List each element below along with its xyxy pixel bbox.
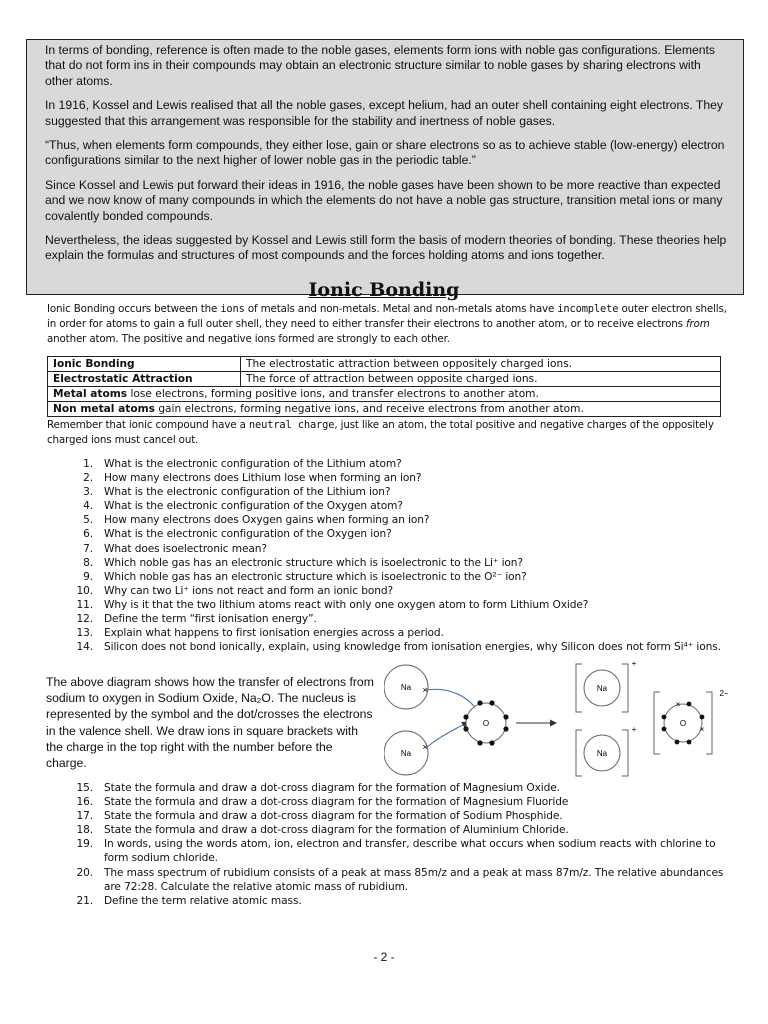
dot-electron [489,700,494,705]
dot-electron [477,700,482,705]
question-item [48,795,728,809]
bracket-left [654,692,660,754]
bracket-right [622,664,628,712]
question-number: 18. [76,824,93,837]
intro-paragraph: Since Kossel and Lewis put forward their ideas in 1916, the noble gases have been shown to be more reactive than expected and we now know of many compounds in which the elements do not have a noble gas structure, transition metal ions or many covalently bonded compounds. [45,177,723,223]
dot-electron [662,715,667,720]
question-text: Explain what happens to first ionisation energies across a period. [104,627,444,640]
nonmetal-atoms-text: gain electrons, forming negative ions, and receive electrons from another atom. [154,403,584,415]
question-item [48,837,728,865]
question-text: What is the electronic configuration of the Lithium ion? [104,486,391,499]
question-item [48,823,728,837]
question-item [48,598,728,612]
question-item [48,485,728,499]
question-text: What does isoelectronic mean? [104,542,267,555]
definition-row [48,357,721,372]
question-list-a [48,457,728,654]
dot-electron [700,715,705,720]
question-number: 3. [83,486,93,499]
question-number: 2. [83,472,93,485]
electron-transfer-arrow [426,689,478,712]
dot-electron [662,727,667,732]
section-intro [47,302,727,347]
question-text: State the formula and draw a dot-cross diagram for the formation of Aluminium Chloride. [104,824,569,837]
bracket-right [622,730,628,776]
question-number: 14. [76,641,93,654]
cross-electron: × [422,742,428,752]
question-number: 4. [83,500,93,513]
dot-electron [463,726,468,731]
question-item [48,612,728,626]
definition-row [48,372,721,387]
question-number: 10. [76,584,93,597]
intro-term-incomplete: incomplete [557,303,619,315]
definition-term: Ionic Bonding [48,357,241,372]
reminder-term: neutral charge [248,419,335,431]
dot-electron [687,740,692,745]
positive-charge: + [631,659,637,668]
question-text: State the formula and draw a dot-cross diagram for the formation of Sodium Phosphide. [104,810,563,823]
question-item [48,499,728,513]
cross-electron: × [422,685,428,695]
question-text: Why can two Li⁺ ions not react and form an ionic bond? [104,584,393,597]
question-text: What is the electronic configuration of the Oxygen ion? [104,528,392,541]
dot-electron [503,714,508,719]
intro-text: Ionic Bonding occurs between the [47,303,221,315]
question-number: 7. [83,542,93,555]
question-number: 17. [76,810,93,823]
question-number: 12. [76,613,93,626]
nonmetal-atoms-row [48,402,721,417]
question-text: Silicon does not bond ionically, explain, using knowledge from ionisation energies, why Silicon does not form Si⁴⁺ ions. [104,641,721,654]
sodium-oxide-diagram [384,656,736,780]
question-number: 19. [76,838,93,851]
intro-text: another atom. The positive and negative ions formed are strongly to each other. [47,333,450,345]
question-text: Why is it that the two lithium atoms react with only one oxygen atom to form Lithium Oxide? [104,598,589,611]
dot-electron [675,740,680,745]
cross-electron: × [699,725,705,734]
question-list-b [48,781,728,908]
intro-paragraph: Nevertheless, the ideas suggested by Kossel and Lewis still form the basis of modern theories of bonding. These theories help explain the formulas and structures of most compounds and the forces holding atoms and ions together. [45,233,727,263]
intro-paragraph: In 1916, Kossel and Lewis realised that all the noble gases, except helium, had an outer shell containing eight electrons. They suggested that this arrangement was responsible for the stability and inertness of noble gases. [45,98,723,128]
question-text: What is the electronic configuration of the Oxygen atom? [104,500,403,513]
question-number: 6. [83,528,93,541]
intro-paragraph: In terms of bonding, reference is often made to the noble gases, elements form ions with noble gas configurations. Elements that do not form ins in their compounds may obtain an electronic structure similar to noble gases by sharing electrons with other atoms. [45,43,716,88]
question-number: 11. [76,598,93,611]
question-text: State the formula and draw a dot-cross diagram for the formation of Magnesium Fluoride [104,796,569,809]
cross-electron: × [675,700,681,709]
reminder-part: , just like an atom, the total positive and negative charges of the oppositely charged ions must cancel out. [47,419,714,446]
dot-electron [477,740,482,745]
question-number: 15. [76,782,93,794]
intro-text: outer electron shells, in order for atoms to gain a full outer shell, they need to either transfer their electrons to another atom, or to receive electrons [47,303,727,330]
question-item [48,894,728,908]
question-text: State the formula and draw a dot-cross diagram for the formation of Magnesium Oxide. [104,782,560,794]
dot-electron [463,714,468,719]
question-text: How many electrons does Oxygen gains when forming an ion? [104,514,430,527]
question-number: 21. [76,894,93,907]
sodium-atom-label: Na [400,749,412,758]
question-number: 1. [83,458,93,470]
question-item [48,457,728,471]
question-item [48,781,728,795]
definition-row [48,402,721,417]
intro-box [26,39,744,295]
question-text: The mass spectrum of rubidium consists of a peak at mass 85m/z and a peak at mass 87m/z. The relative abundances are 72:28. Calculate the relative atomic mass of rubidium. [104,866,724,893]
bracket-left [576,730,582,776]
oxide-ion-label: O [679,719,687,728]
page-number: - 2 - [373,950,395,964]
negative-charge: 2− [719,689,729,698]
sodium-ion-label: Na [596,684,608,693]
sodium-ion-label: Na [596,749,608,758]
question-text: Which noble gas has an electronic structure which is isoelectronic to the Li⁺ ion? [104,556,523,569]
metal-atoms-term: Metal atoms [53,388,128,400]
bracket-left [576,664,582,712]
question-number: 13. [76,627,93,640]
dot-electron [687,702,692,707]
nonmetal-atoms-term: Non metal atoms [53,403,155,415]
question-text: Which noble gas has an electronic structure which is isoelectronic to the O²⁻ ion? [104,570,527,583]
question-item [48,640,728,654]
sodium-atom-label: Na [400,683,412,692]
reminder-part: Remember that ionic compound have a [47,419,249,431]
question-item [48,527,728,541]
section-title: Ionic Bonding [308,279,460,301]
definition-text: The force of attraction between opposite charged ions. [241,372,721,387]
question-number: 16. [76,796,93,809]
intro-term-from: from [686,318,710,330]
definition-term: Electrostatic Attraction [48,372,241,387]
definition-text: The electrostatic attraction between oppositely charged ions. [241,357,721,372]
question-text: How many electrons does Lithium lose when forming an ion? [104,472,422,485]
metal-atoms-row [48,387,721,402]
intro-term-ions: ions [220,303,245,315]
bracket-right [706,692,712,754]
definitions-table [47,356,721,417]
question-text: In words, using the words atom, ion, electron and transfer, describe what occurs when sodium reacts with chlorine to form sodium chloride. [104,838,716,865]
question-number: 5. [83,514,93,527]
question-item [48,626,728,640]
question-number: 9. [83,570,93,583]
positive-charge: + [631,725,637,734]
question-item [48,471,728,485]
question-item [48,584,728,598]
definition-row [48,387,721,402]
question-item [48,542,728,556]
question-text: What is the electronic configuration of the Lithium atom? [104,458,402,470]
question-text: Define the term relative atomic mass. [104,894,302,907]
question-item [48,513,728,527]
oxygen-atom-label: O [482,719,490,728]
reminder-text [47,418,727,448]
question-item [48,866,728,894]
intro-text: of metals and non-metals. Metal and non-metals atoms have [244,303,558,315]
metal-atoms-text: lose electrons, forming positive ions, and transfer electrons to another atom. [127,388,539,400]
intro-paragraph: “Thus, when elements form compounds, they either lose, gain or share electrons so as to achieve stable (low-energy) electron configurations similar to the next higher of lower noble gas in the periodic table.” [45,138,725,168]
diagram-caption: The above diagram shows how the transfer of electrons from sodium to oxygen in Sodium Oxide, Na₂O. The nucleus is represented by the symbol and the dot/crosses the electrons in the valence shell. We draw ions in square brackets with the charge in the top right with the number before the charge. [46,675,374,771]
question-item [48,556,728,570]
question-number: 8. [83,556,93,569]
question-text: Define the term “first ionisation energy”. [104,613,317,626]
question-item [48,570,728,584]
question-number: 20. [76,866,93,879]
question-item [48,809,728,823]
dot-electron [503,726,508,731]
electron-transfer-arrow [426,722,468,748]
dot-electron [489,740,494,745]
